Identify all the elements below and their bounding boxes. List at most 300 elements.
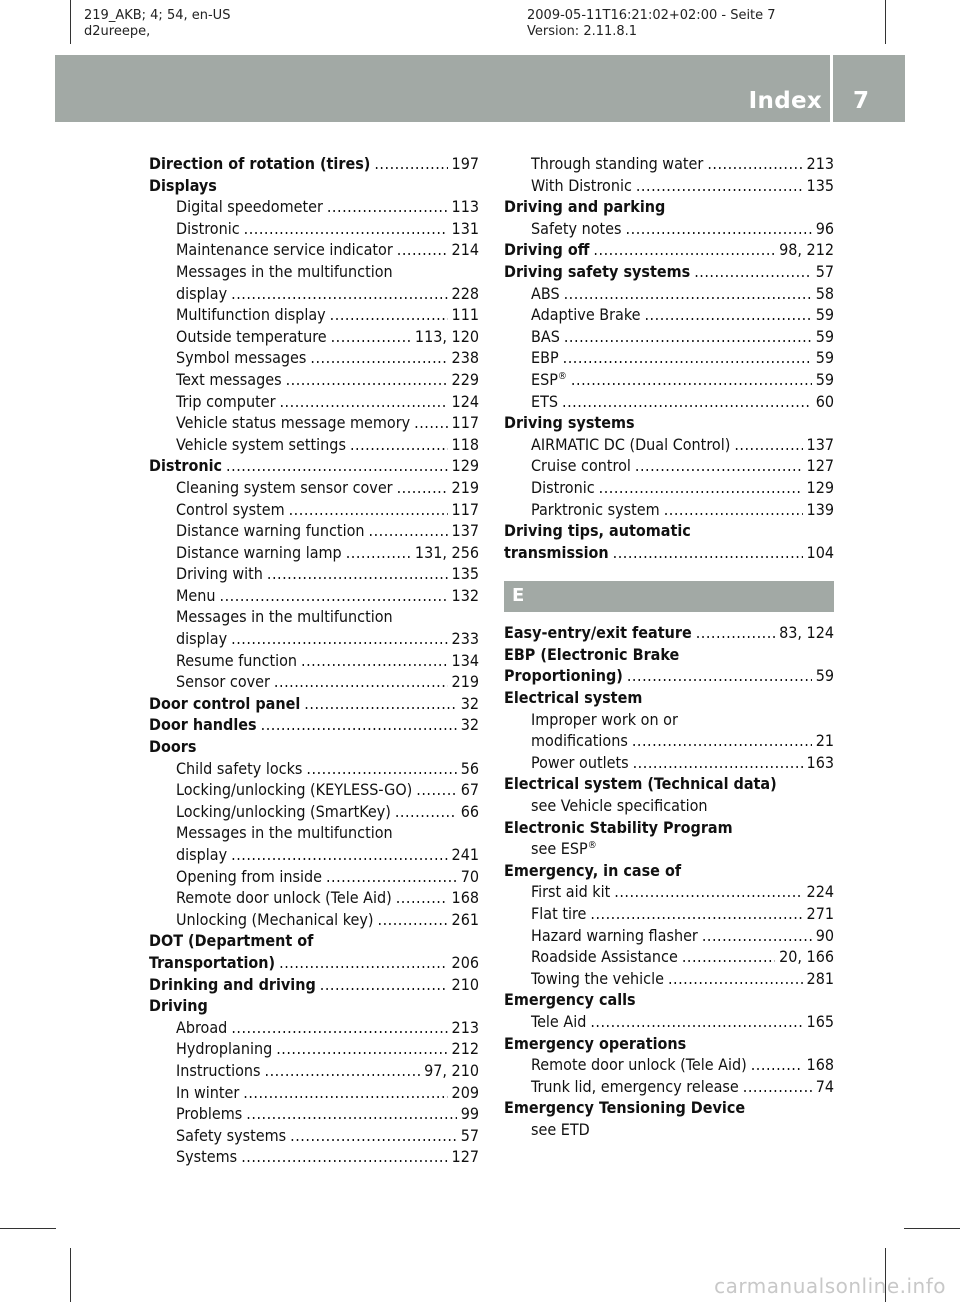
index-entry-page: 99 [460,1104,479,1124]
index-entry-term: Cleaning system sensor cover [176,477,393,497]
index-entry-page: 124 [451,391,479,411]
crop-mark [70,1248,71,1302]
index-entry-term: Messages in the multifunction [176,607,393,627]
index-entry-term: Systems [176,1147,238,1167]
index-entry-page: 135 [451,564,479,584]
index-entry-term: Hydroplaning [176,1039,273,1059]
index-entry-page: 97, 210 [424,1060,479,1080]
index-entry [149,714,479,736]
index-entry [504,283,834,305]
index-entry [149,196,479,218]
index-entry-page: 163 [806,752,834,772]
index-entry-term: Emergency Tensioning Device [504,1098,746,1118]
index-entry-page: 241 [451,845,479,864]
index-column-left [149,153,479,1168]
dot-leader [326,866,457,888]
index-entry [149,952,479,974]
index-entry [504,218,834,240]
index-entry-term: Trip computer [176,391,276,411]
index-entry [149,563,479,585]
index-entry-page: 197 [451,154,479,173]
index-entry [504,499,834,521]
index-entry [149,822,479,844]
dot-leader [369,520,448,542]
index-entry-page: 21 [815,731,834,751]
index-entry-term: Sensor cover [176,672,270,692]
index-entry-term: Locking/unlocking (KEYLESS-GO) [176,780,413,800]
index-entry-term: Multifunction display [176,305,326,325]
dot-leader [290,1125,457,1147]
dot-leader [668,968,803,990]
index-entry [149,1038,479,1060]
index-entry [504,434,834,456]
index-entry-page: 168 [806,1055,834,1075]
index-entry [149,499,479,521]
crop-mark [0,1228,56,1229]
index-entry [504,1076,834,1098]
index-entry-page: 209 [451,1082,479,1102]
index-entry-term: Safety notes [531,218,622,238]
dot-leader [331,326,411,348]
dot-leader [301,650,448,672]
dot-leader [243,1082,447,1104]
index-entry [504,477,834,499]
index-entry-page: 137 [806,434,834,454]
index-entry [149,369,479,391]
index-entry-term: Messages in the multifunction [176,823,393,843]
index-entry-term: Vehicle system settings [176,434,346,454]
print-meta-left-line1: 219_AKB; 4; 54, en-US [84,8,231,23]
dot-leader [751,1054,803,1076]
dot-leader [734,434,802,456]
index-entry-term: Electronic Stability Program [504,817,733,837]
section-header-e [504,581,834,612]
index-entry [149,455,479,477]
dot-leader [244,218,448,240]
dot-leader [267,563,448,585]
print-meta-left [84,8,230,40]
index-entry-term: EBP (Electronic Brake [504,644,680,664]
print-meta-right-line1: 2009-05-11T16:21:02+02:00 - Seite 7 [527,8,776,23]
index-entry-term: modifications [531,731,628,751]
index-entry [504,455,834,477]
index-entry [149,477,479,499]
index-entry-page: 261 [451,909,479,929]
index-entry-term: BAS [531,326,560,346]
index-entry-page: 67 [460,780,479,800]
index-entry [504,1097,834,1119]
index-entry-term: Problems [176,1104,243,1124]
dot-leader [226,455,447,477]
index-entry-term: Safety systems [176,1125,287,1145]
index-entry [504,239,834,261]
index-entry-term: Tele Aid [531,1011,587,1031]
index-entry [504,347,834,369]
index-entry-term: Through standing water [531,154,704,173]
index-entry [504,946,834,968]
index-entry-term: Remote door unlock (Tele Aid) [531,1055,747,1075]
index-entry-page: 32 [460,715,479,735]
index-entry-term: Driving systems [504,413,635,433]
index-entry-term: Parktronic system [531,499,660,519]
index-entry [149,628,479,650]
index-entry-term: Messages in the multifunction [176,261,393,281]
dot-leader [397,239,448,261]
index-entry [149,239,479,261]
dot-leader [633,752,803,774]
dot-leader [378,909,448,931]
dot-leader [220,585,448,607]
index-entry-term: Flat tire [531,904,587,923]
dot-leader [564,283,812,305]
index-entry-page: 59 [815,326,834,346]
index-entry-page: 206 [451,952,479,972]
index-entry [504,838,834,860]
index-entry-term: With Distronic [531,175,632,195]
index-entry [149,175,479,197]
index-entry [149,218,479,240]
index-entry-term: Proportioning) [504,666,623,686]
index-entry-term: Driving tips, automatic [504,521,691,541]
index-entry-term: Driving safety systems [504,261,691,281]
index-entry-term: Distance warning lamp [176,542,342,562]
index-list-d-continued [504,153,834,563]
index-entry [149,974,479,996]
index-entry-page: 66 [460,801,479,821]
print-meta-right-line2: Version: 2.11.8.1 [527,24,638,39]
index-entry [149,520,479,542]
dot-leader [395,801,457,823]
index-entry-term: Doors [149,737,197,757]
dot-leader [414,412,447,434]
dot-leader [276,1038,447,1060]
dot-leader [261,714,457,736]
index-entry-term: see ETD [531,1119,590,1139]
index-entry-page: 111 [451,305,479,325]
dot-leader [644,304,811,326]
index-entry [149,844,479,866]
index-entry [504,542,834,564]
index-entry-page: 129 [806,477,834,497]
index-entry-page: 58 [815,283,834,303]
index-entry-term: Locking/unlocking (SmartKey) [176,801,391,821]
index-entry-term: display [176,845,228,864]
index-entry-term: Driving with [176,564,263,584]
index-entry-page: 228 [451,283,479,303]
dot-leader [664,499,803,521]
index-entry-page: 59 [815,305,834,325]
index-entry-page: 118 [451,434,479,454]
index-entry-term: DOT (Department of [149,931,314,951]
index-entry-term: Direction of rotation (tires) [149,154,371,173]
index-entry [149,434,479,456]
index-entry [149,887,479,909]
dot-leader [265,1060,421,1082]
crop-mark [885,0,886,44]
index-entry-term: Cruise control [531,456,631,476]
index-entry-page: 137 [451,521,479,541]
index-entry [149,261,479,283]
index-entry-page: 271 [806,904,834,923]
dot-leader [632,730,812,752]
index-entry-term: Transportation) [149,952,276,972]
index-entry [504,968,834,990]
index-entry-term: Door handles [149,715,257,735]
index-entry-page: 210 [451,974,479,994]
dot-leader [743,1076,812,1098]
registered-mark: ® [557,370,567,382]
index-entry-page: 32 [460,693,479,713]
index-entry-page: 83, 124 [779,623,834,643]
index-entry [149,801,479,823]
index-entry-term: Unlocking (Mechanical key) [176,909,374,929]
index-entry-page: 104 [806,542,834,562]
index-entry [504,391,834,413]
dot-leader [246,1103,456,1125]
index-list-e [504,622,834,1140]
index-entry-term: Text messages [176,369,282,389]
index-entry [149,671,479,693]
index-entry-page: 59 [815,369,834,389]
index-entry [504,903,834,925]
dot-leader [636,175,803,197]
index-entry [504,817,834,839]
index-entry-term: Maintenance service indicator [176,240,393,260]
index-entry [504,644,834,666]
index-entry-term: EBP [531,348,559,368]
index-entry [149,650,479,672]
index-entry-term: Outside temperature [176,326,327,346]
index-entry [504,520,834,542]
header-separator [830,55,833,122]
dot-leader [682,946,775,968]
print-meta-left-line2: d2ureepe, [84,24,151,39]
index-entry-term: Remote door unlock (Tele Aid) [176,888,392,908]
index-entry-page: 233 [451,629,479,649]
dot-leader [626,218,812,240]
dot-leader [279,952,447,974]
index-entry-term: display [176,629,228,649]
index-entry-term: AIRMATIC DC (Dual Control) [531,434,731,454]
index-entry [504,261,834,283]
index-entry-term: Door control panel [149,693,301,713]
index-entry [149,995,479,1017]
crop-mark [904,1228,960,1229]
dot-leader [310,347,447,369]
index-entry [504,989,834,1011]
dot-leader [396,887,448,909]
index-entry-term: Digital speedometer [176,197,323,217]
index-entry-term: Electrical system [504,688,643,708]
index-entry-term: Easy-entry/exit feature [504,623,692,643]
index-entry-term: Power outlets [531,752,629,772]
index-entry-page: 117 [451,499,479,519]
index-entry-term: Vehicle status message memory [176,413,411,433]
index-entry [504,773,834,795]
dot-leader [696,622,775,644]
index-entry-page: 139 [806,499,834,519]
index-entry [149,736,479,758]
index-entry-page: 219 [451,672,479,692]
index-column-right [504,153,834,1141]
dot-leader [564,326,812,348]
index-entry [149,391,479,413]
dot-leader [614,881,802,903]
index-entry-term: see Vehicle specification [531,796,708,816]
index-entry-term: Distance warning function [176,521,365,541]
index-entry-page: 60 [815,391,834,411]
page-section-title: Index [748,88,822,114]
index-entry-term: Displays [149,175,217,195]
index-entry [149,693,479,715]
index-entry [149,585,479,607]
index-entry-page: 59 [815,666,834,686]
index-entry-page: 131, 256 [414,542,479,562]
index-entry-term: transmission [504,542,609,562]
dot-leader [327,196,448,218]
dot-leader [593,239,775,261]
index-entry-page: 131 [451,218,479,238]
index-entry-term: ABS [531,283,560,303]
index-entry-term: Trunk lid, emergency release [531,1076,739,1096]
index-entry-term: Instructions [176,1060,261,1080]
index-entry-term: Roadside Assistance [531,947,678,967]
index-entry [149,304,479,326]
dot-leader [231,283,447,305]
index-entry [149,283,479,305]
index-entry [149,909,479,931]
dot-leader [231,844,447,866]
index-entry [149,930,479,952]
index-entry-term: display [176,283,228,303]
dot-leader [289,499,448,521]
crop-mark [70,0,71,44]
dot-leader [231,628,447,650]
index-entry-page: 117 [451,413,479,433]
index-entry-page: 90 [815,925,834,945]
index-entry [149,1125,479,1147]
index-entry-term: ETS [531,391,559,411]
dot-leader [374,153,447,175]
index-entry-page: 224 [806,882,834,902]
index-entry-term: Emergency operations [504,1033,687,1053]
watermark-text: carmanualsonline.info [714,1274,946,1298]
dot-leader [320,974,448,996]
index-entry-page: 213 [451,1017,479,1037]
index-entry [149,1103,479,1125]
index-entry-term: Control system [176,499,285,519]
index-entry-page: 135 [806,175,834,195]
index-entry [504,369,834,391]
index-entry [149,1146,479,1168]
index-entry [504,175,834,197]
index-entry [504,795,834,817]
index-entry-page: 96 [815,218,834,238]
index-entry-page: 56 [460,758,479,778]
dot-leader [279,391,447,413]
index-entry-term: Child safety locks [176,758,303,778]
dot-leader [231,1017,447,1039]
index-entry-term: Improper work on or [531,709,678,729]
registered-mark: ® [587,840,597,852]
index-entry-page: 219 [451,477,479,497]
index-entry-page: 238 [451,348,479,368]
index-entry [504,153,834,175]
page-number: 7 [853,88,870,114]
index-entry [149,1082,479,1104]
dot-leader [330,304,448,326]
dot-leader [571,369,812,391]
index-entry-term: Menu [176,585,216,605]
index-entry-page: 98, 212 [779,240,834,260]
index-entry [149,153,479,175]
index-entry-page: 214 [451,240,479,260]
dot-leader [707,153,802,175]
index-entry-page: 74 [815,1076,834,1096]
index-entry-term: see ESP® [531,839,597,859]
index-entry [504,412,834,434]
index-entry [149,347,479,369]
index-entry-page: 134 [451,650,479,670]
index-entry-term: Hazard warning flasher [531,925,698,945]
index-entry [504,860,834,882]
dot-leader [274,671,448,693]
index-entry [504,196,834,218]
index-entry-term: Emergency calls [504,990,636,1010]
index-entry-term: Driving off [504,240,590,260]
index-entry-page: 229 [451,369,479,389]
dot-leader [627,665,812,687]
index-entry [149,866,479,888]
index-entry-page: 165 [806,1011,834,1031]
print-meta-right [527,8,776,40]
index-entry-term: Electrical system (Technical data) [504,774,777,794]
index-entry [149,326,479,348]
dot-leader [599,477,803,499]
index-entry-page: 57 [815,261,834,281]
index-entry-page: 59 [815,348,834,368]
index-entry [504,1011,834,1033]
index-entry-page: 129 [451,456,479,476]
index-entry [504,665,834,687]
dot-leader [590,903,802,925]
index-entry-page: 113, 120 [414,326,479,346]
index-entry-term: Opening from inside [176,866,322,886]
index-entry [149,779,479,801]
index-entry-term: Adaptive Brake [531,305,641,325]
index-entry-page: 132 [451,585,479,605]
index-entry-page: 281 [806,968,834,988]
index-entry-page: 213 [806,154,834,173]
dot-leader [694,261,812,283]
index-entry-term: In winter [176,1082,240,1102]
index-entry-page: 168 [451,888,479,908]
index-entry-page: 20, 166 [779,947,834,967]
index-entry [149,758,479,780]
index-entry [504,730,834,752]
dot-leader [635,455,803,477]
dot-leader [241,1146,447,1168]
dot-leader [304,693,456,715]
dot-leader [562,391,812,413]
index-entry [149,1017,479,1039]
dot-leader [306,758,456,780]
index-entry-page: 127 [806,456,834,476]
index-entry [149,412,479,434]
index-entry-page: 127 [451,1147,479,1167]
index-entry [504,881,834,903]
index-entry-term: Distronic [531,477,595,497]
